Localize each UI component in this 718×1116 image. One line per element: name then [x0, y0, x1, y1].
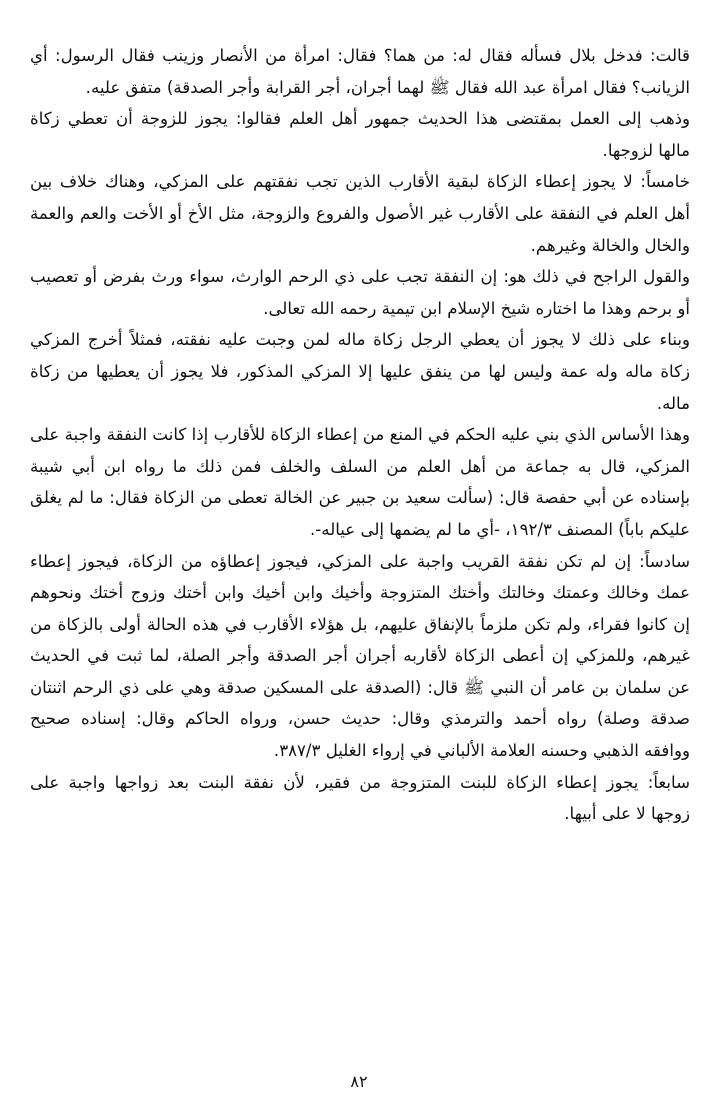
text-line: خامساً: لا يجوز إعطاء الزكاة لبقية الأقارب الذين تجب نفقتهم على المزكي، وهناك خلاف بين: [30, 172, 690, 192]
text-line: أو برحم وهذا ما اختاره شيخ الإسلام ابن تيمية رحمه الله تعالى.: [263, 298, 690, 318]
text-line: وهذا الأساس الذي بني عليه الحكم في المنع من إعطاء الزكاة للأقارب إذا كانت النفقة واجبة على: [30, 425, 690, 445]
text-line: وبناء على ذلك لا يجوز أن يعطي الرجل زكاة ماله لمن وجبت عليه نفقته، فمثلاً أخرج المزكي: [30, 330, 690, 350]
text-line: قالت: فدخل بلال فسأله فقال له: من هما؟ فقال: امرأة من الأنصار وزينب فقال الرسول: أي: [30, 46, 690, 65]
text-line: عن سلمان بن عامر أن النبي ﷺ قال: (الصدقة على المسكين صدقة وهي على ذي الرحم اثنتان: [30, 677, 690, 697]
text-line: سادساً: إن لم تكن نفقة القريب واجبة على المزكي، فيجوز إعطاؤه من الزكاة، فيجوز إعطاء: [30, 551, 690, 571]
text-line: ماله.: [656, 393, 690, 413]
text-line: زوجها لا على أبيها.: [564, 804, 690, 824]
text-line: الزيانب؟ فقال امرأة عبد الله فقال ﷺ لهما أجران، أجر القرابة وأجر الصدقة) متفق عليه.: [85, 77, 690, 97]
document-page: [30, 40, 690, 1040]
text-line: مالها لزوجها.: [602, 140, 690, 160]
text-line: بإسناده عن أبي حفصة قال: (سألت سعيد بن جبير عن الخالة تعطى من الزكاة فقال: ما لم يغلق: [30, 488, 690, 508]
text-line: والخال والخالة وغيرهم.: [530, 235, 690, 255]
text-line: وذهب إلى العمل بمقتضى هذا الحديث جمهور أهل العلم فقالوا: يجوز للزوجة أن تعطي زكاة: [30, 109, 690, 129]
text-line: أهل العلم في النفقة على الأقارب غير الأصول والفروع والزوجة، مثل الأخ أو الأخت والعم والعمة: [30, 203, 690, 223]
text-line: عمك وخالك وعمتك وخالتك وأختك المتزوجة وأخيك وابن أخيك وابن أختك وزوج أختك ونحوهم: [30, 583, 690, 603]
text-line: إن كانوا فقراء، ولم تكن ملزماً بالإنفاق عليهم، بل هؤلاء الأقارب في هذه الحالة أولى بالزكاة من: [30, 614, 690, 634]
text-line: المزكي، قال به جماعة من أهل العلم من السلف والخلف فمن ذلك ما رواه ابن أبي شيبة: [30, 456, 690, 476]
text-line: والقول الراجح في ذلك هو: إن النفقة تجب على ذي الرحم الوارث، سواء ورث بفرض أو تعصيب: [30, 267, 690, 287]
body-text: [30, 40, 690, 830]
text-line: زكاة ماله وله عمة وليس لها من ينفق عليها إلا المزكي المذكور، فلا يجوز أن يعطيها من زكاة: [30, 361, 690, 381]
text-line: عليكم باباً) المصنف ١٩٢/٣، -أي ما لم يضمها إلى عياله-.: [310, 519, 690, 539]
text-line: ووافقه الذهبي وحسنه العلامة الألباني في إرواء الغليل ٣٨٧/٣.: [273, 741, 690, 761]
text-line: صدقة وصلة) رواه أحمد والترمذي وقال: حديث حسن، ورواه الحاكم وقال: إسناده صحيح: [30, 709, 690, 729]
text-line: سابعاً: يجوز إعطاء الزكاة للبنت المتزوجة من فقير، لأن نفقة البنت بعد زواجها واجبة على: [30, 772, 690, 792]
page-number: ٨٢: [350, 1072, 368, 1091]
text-line: غيرهم، وللمزكي إن أعطى الزكاة لأقاربه أجران أجر الصدقة وأجر الصلة، لما ثبت في الحديث: [30, 646, 690, 666]
